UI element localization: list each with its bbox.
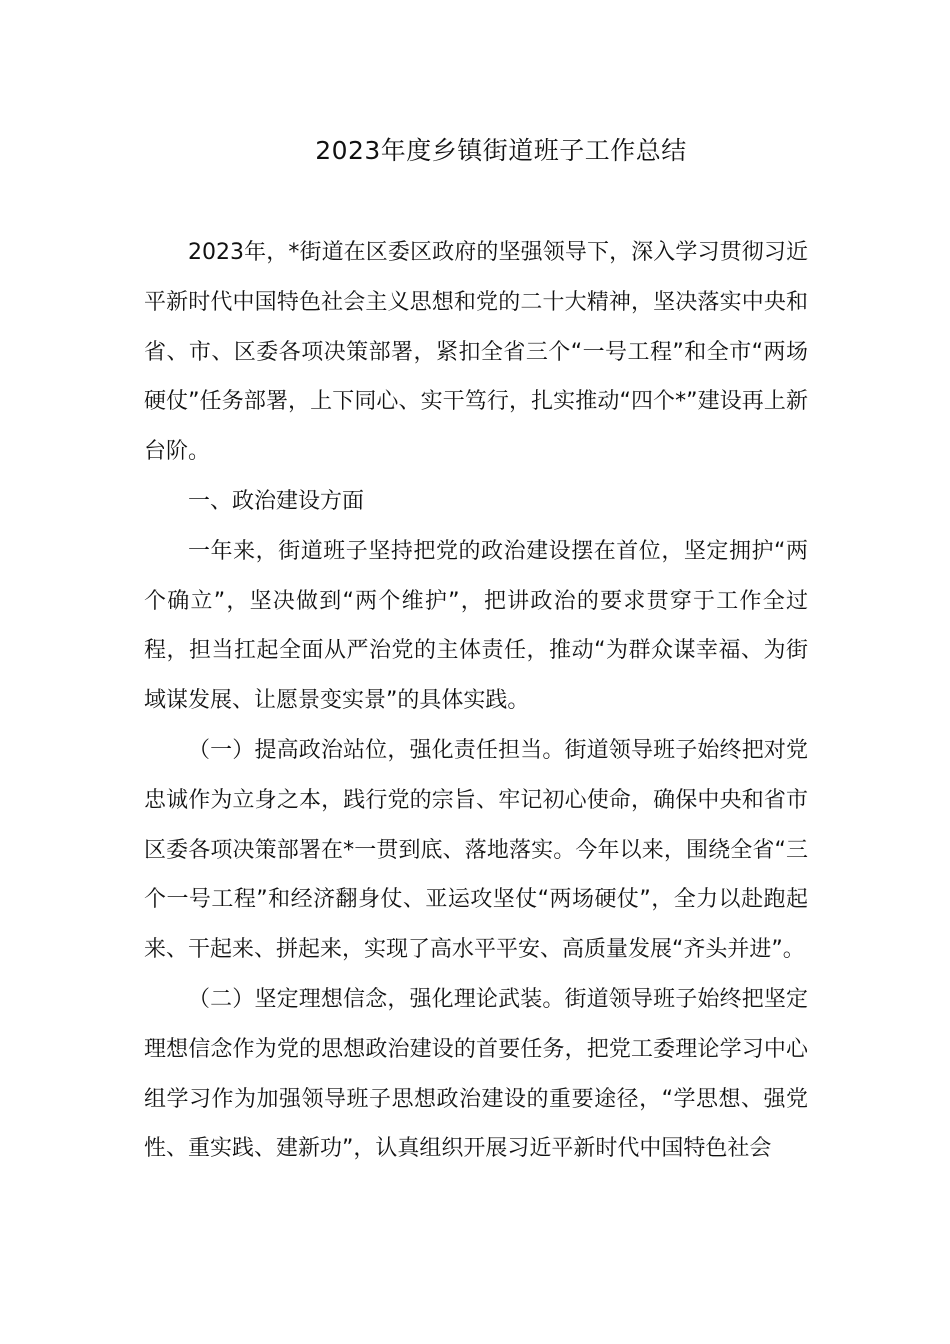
paragraph-intro: 2023年，*街道在区委区政府的坚强领导下，深入学习贯彻习近平新时代中国特色社会主义思想和党的二十大精神，坚决落实中央和省、市、区委各项决策部署，紧扣全省三个“一号工程”和全市“两场硬仗”任务部署，上下同心、实干笃行，扎实推动“四个*”建设再上新台阶。: [144, 240, 808, 465]
document-body: [144, 228, 808, 1174]
section-heading-political-construction: 一、政治建设方面: [188, 488, 365, 514]
document-title: 2023年度乡镇街道班子工作总结: [315, 136, 687, 165]
paragraph-subsection-1: （一）提高政治站位，强化责任担当。街道领导班子始终把对党忠诚作为立身之本，践行党的宗旨、牢记初心使命，确保中央和省市区委各项决策部署在*一贯到底、落地落实。今年以来，围绕全省“三个一号工程”和经济翻身仗、亚运攻坚仗“两场硬仗”，全力以赴跑起来、干起来、拼起来，实现了高水平平安、高质量发展“齐头并进”。: [144, 737, 808, 963]
paragraph-subsection-2: （二）坚定理想信念，强化理论武装。街道领导班子始终把坚定理想信念作为党的思想政治建设的首要任务，把党工委理论学习中心组学习作为加强领导班子思想政治建设的重要途径，“学思想、强党性、重实践、建新功”，认真组织开展习近平新时代中国特色社会: [144, 986, 808, 1162]
paragraph-political-overview: 一年来，街道班子坚持把党的政治建设摆在首位，坚定拥护“两个确立”，坚决做到“两个维护”，把讲政治的要求贯穿于工作全过程，担当扛起全面从严治党的主体责任，推动“为群众谋幸福、为街域谋发展、让愿景变实景”的具体实践。: [144, 538, 808, 714]
